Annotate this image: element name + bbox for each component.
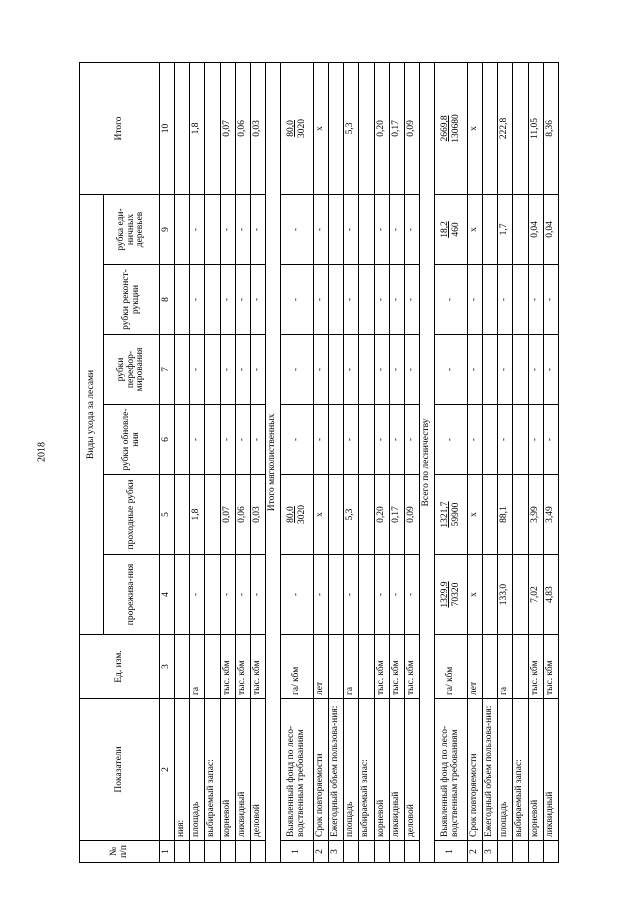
row-num: 2 xyxy=(468,841,483,863)
value-passage: х xyxy=(314,475,329,555)
value-total: 0,17 xyxy=(389,62,404,194)
value-reconstr: - xyxy=(468,265,483,335)
header-total: Итого xyxy=(80,62,160,194)
value-renewal: - xyxy=(344,405,359,475)
value-total xyxy=(205,62,220,194)
value-single-denominator: 460 xyxy=(450,222,461,237)
row-unit: га xyxy=(190,635,205,699)
value-single-fraction xyxy=(440,221,461,238)
value-reconstr: - xyxy=(498,265,513,335)
value-passage xyxy=(435,475,468,555)
row-num xyxy=(374,841,389,863)
value-reconstr: - xyxy=(404,265,419,335)
value-renewal: - xyxy=(389,405,404,475)
value-passage: 0,06 xyxy=(235,475,250,555)
value-reconstr xyxy=(175,265,190,335)
value-passage xyxy=(175,475,190,555)
value-reconstr: - xyxy=(435,265,468,335)
value-thinning: - xyxy=(374,555,389,635)
table-row xyxy=(190,62,205,862)
value-total: х xyxy=(314,62,329,194)
value-reconstr: - xyxy=(389,265,404,335)
row-indicator: корневой xyxy=(374,699,389,841)
value-single xyxy=(175,194,190,264)
row-unit: тыс. кбм xyxy=(389,635,404,699)
row-unit: га xyxy=(344,635,359,699)
value-single: 0,04 xyxy=(543,194,558,264)
value-thinning: - xyxy=(389,555,404,635)
section-title: Итого мягколиственных xyxy=(265,62,280,862)
value-thinning: х xyxy=(468,555,483,635)
forest-care-table xyxy=(79,62,559,863)
row-num xyxy=(543,841,558,863)
row-num: 1 xyxy=(281,841,314,863)
value-renewal xyxy=(205,405,220,475)
value-passage-fraction xyxy=(286,505,307,524)
value-renewal: - xyxy=(435,405,468,475)
table-row xyxy=(468,62,483,862)
table-row xyxy=(329,62,344,862)
row-num xyxy=(513,841,528,863)
value-passage-numerator: 80,0 xyxy=(286,506,297,523)
value-reform: - xyxy=(344,335,359,405)
value-single xyxy=(359,194,374,264)
table-row xyxy=(498,62,513,862)
value-total: 8,36 xyxy=(543,62,558,194)
row-indicator: Срок повторяемости xyxy=(468,699,483,841)
fund-row xyxy=(281,62,314,862)
value-thinning: 133,0 xyxy=(498,555,513,635)
value-single: - xyxy=(250,194,265,264)
value-total: 0,06 xyxy=(235,62,250,194)
value-single: - xyxy=(190,194,205,264)
table-row xyxy=(205,62,220,862)
row-num xyxy=(528,841,543,863)
value-thinning: - xyxy=(220,555,235,635)
row-indicator: площадь xyxy=(344,699,359,841)
row-indicator: деловой xyxy=(404,699,419,841)
value-reform: - xyxy=(190,335,205,405)
section-title-row xyxy=(265,62,280,862)
value-reform: - xyxy=(468,335,483,405)
value-total xyxy=(175,62,190,194)
value-thinning xyxy=(205,555,220,635)
value-single: - xyxy=(235,194,250,264)
row-num xyxy=(498,841,513,863)
value-total-denominator: 130680 xyxy=(450,114,461,143)
row-unit xyxy=(175,635,190,699)
value-thinning xyxy=(175,555,190,635)
column-number: 1 xyxy=(160,841,175,863)
table-row xyxy=(543,62,558,862)
header-indicators: Показатели xyxy=(80,699,160,841)
row-unit: га xyxy=(498,635,513,699)
table-row xyxy=(359,62,374,862)
value-reform xyxy=(483,335,498,405)
header-single: рубка еди-ничных деревьев xyxy=(104,194,160,264)
column-number: 10 xyxy=(160,62,175,194)
row-num: 3 xyxy=(329,841,344,863)
rotated-table-container xyxy=(79,63,559,863)
value-passage: 0,03 xyxy=(250,475,265,555)
value-renewal: - xyxy=(498,405,513,475)
value-single xyxy=(513,194,528,264)
row-indicator: выбираемый запас: xyxy=(359,699,374,841)
header-thinning: прорежива-ния xyxy=(104,555,160,635)
value-single: - xyxy=(281,194,314,264)
row-unit: тыс. кбм xyxy=(220,635,235,699)
table-row xyxy=(513,62,528,862)
value-reform: - xyxy=(235,335,250,405)
row-unit xyxy=(359,635,374,699)
value-reconstr: - xyxy=(314,265,329,335)
value-total xyxy=(281,62,314,194)
value-reconstr: - xyxy=(235,265,250,335)
value-total xyxy=(483,62,498,194)
value-reform: - xyxy=(404,335,419,405)
row-num xyxy=(359,841,374,863)
value-reconstr: - xyxy=(374,265,389,335)
row-num xyxy=(389,841,404,863)
value-passage xyxy=(483,475,498,555)
column-number: 8 xyxy=(160,265,175,335)
value-reform: - xyxy=(281,335,314,405)
value-renewal xyxy=(359,405,374,475)
value-total: 222,8 xyxy=(498,62,513,194)
table-row xyxy=(404,62,419,862)
value-thinning: 7,02 xyxy=(528,555,543,635)
row-indicator: Срок повторяемости xyxy=(314,699,329,841)
value-thinning: - xyxy=(344,555,359,635)
value-reform: - xyxy=(374,335,389,405)
table-row xyxy=(175,62,190,862)
value-total: 11,05 xyxy=(528,62,543,194)
value-total xyxy=(359,62,374,194)
row-num xyxy=(175,841,190,863)
value-reconstr: - xyxy=(190,265,205,335)
value-passage xyxy=(513,475,528,555)
value-renewal: - xyxy=(314,405,329,475)
value-renewal xyxy=(329,405,344,475)
table-row xyxy=(314,62,329,862)
value-passage-numerator: 1321,7 xyxy=(440,501,451,528)
value-passage: х xyxy=(468,475,483,555)
value-passage: 88,1 xyxy=(498,475,513,555)
value-single: - xyxy=(404,194,419,264)
value-passage-fraction xyxy=(440,501,461,527)
value-reconstr: - xyxy=(281,265,314,335)
value-thinning: - xyxy=(281,555,314,635)
row-indicator: Выявленный фонд по лесо-водственным требованиям xyxy=(281,699,314,841)
value-total-numerator: 80,0 xyxy=(286,120,297,137)
header-reconstr: рубки реконст-рукции xyxy=(104,265,160,335)
section-title: Всего по лесничеству xyxy=(419,62,434,862)
value-thinning-denominator: 70320 xyxy=(450,582,461,607)
value-reform: - xyxy=(314,335,329,405)
row-num xyxy=(344,841,359,863)
table-row xyxy=(250,62,265,862)
value-passage xyxy=(329,475,344,555)
fund-row xyxy=(435,62,468,862)
value-thinning xyxy=(329,555,344,635)
column-number: 3 xyxy=(160,635,175,699)
row-indicator: выбираемый запас: xyxy=(513,699,528,841)
value-passage: 0,17 xyxy=(389,475,404,555)
row-num xyxy=(190,841,205,863)
row-unit: тыс. кбм xyxy=(543,635,558,699)
value-renewal xyxy=(483,405,498,475)
value-renewal: - xyxy=(190,405,205,475)
value-renewal xyxy=(513,405,528,475)
header-reform: рубки перефор-мирования xyxy=(104,335,160,405)
value-reform: - xyxy=(389,335,404,405)
value-total: 0,07 xyxy=(220,62,235,194)
value-passage-denominator: 59900 xyxy=(450,502,461,527)
value-total: х xyxy=(468,62,483,194)
value-reform: - xyxy=(220,335,235,405)
row-unit xyxy=(483,635,498,699)
value-single: - xyxy=(389,194,404,264)
value-thinning-numerator: 1329,9 xyxy=(440,581,451,608)
row-indicator: корневой xyxy=(528,699,543,841)
row-unit: га/ кбм xyxy=(281,635,314,699)
value-thinning: 4,83 xyxy=(543,555,558,635)
value-renewal: - xyxy=(235,405,250,475)
value-thinning xyxy=(435,555,468,635)
value-reconstr xyxy=(359,265,374,335)
row-indicator: ликвидный xyxy=(389,699,404,841)
value-thinning: - xyxy=(404,555,419,635)
value-reconstr xyxy=(329,265,344,335)
table-row xyxy=(235,62,250,862)
value-passage xyxy=(205,475,220,555)
value-total-denominator: 3020 xyxy=(296,118,307,138)
row-indicator: Ежегодный объем пользова-ния: xyxy=(329,699,344,841)
value-total: 0,20 xyxy=(374,62,389,194)
value-reform: - xyxy=(498,335,513,405)
row-num xyxy=(404,841,419,863)
row-unit: тыс. кбм xyxy=(404,635,419,699)
table-row xyxy=(483,62,498,862)
value-reform xyxy=(329,335,344,405)
row-indicator: ликвидный xyxy=(235,699,250,841)
row-indicator: площадь xyxy=(498,699,513,841)
value-reconstr: - xyxy=(250,265,265,335)
row-unit xyxy=(329,635,344,699)
value-single xyxy=(483,194,498,264)
value-reconstr xyxy=(483,265,498,335)
value-thinning: - xyxy=(250,555,265,635)
row-num: 1 xyxy=(435,841,468,863)
row-num xyxy=(250,841,265,863)
value-single: 0,04 xyxy=(528,194,543,264)
value-renewal: - xyxy=(528,405,543,475)
column-number: 5 xyxy=(160,475,175,555)
value-reform: - xyxy=(528,335,543,405)
value-thinning xyxy=(513,555,528,635)
value-reconstr xyxy=(513,265,528,335)
value-single xyxy=(205,194,220,264)
value-total-fraction xyxy=(440,114,461,143)
value-passage: 1,8 xyxy=(190,475,205,555)
value-total xyxy=(329,62,344,194)
value-reform: - xyxy=(435,335,468,405)
value-thinning: - xyxy=(314,555,329,635)
section-title-row xyxy=(419,62,434,862)
value-reconstr: - xyxy=(543,265,558,335)
value-reform: - xyxy=(543,335,558,405)
value-renewal: - xyxy=(220,405,235,475)
row-num: 2 xyxy=(314,841,329,863)
table-row xyxy=(374,62,389,862)
row-unit: лет xyxy=(468,635,483,699)
value-total-fraction xyxy=(286,119,307,138)
value-reconstr: - xyxy=(220,265,235,335)
column-number: 6 xyxy=(160,405,175,475)
header-renewal: рубки обновле-ния xyxy=(104,405,160,475)
row-unit xyxy=(513,635,528,699)
value-thinning: - xyxy=(190,555,205,635)
value-renewal: - xyxy=(281,405,314,475)
column-number: 9 xyxy=(160,194,175,264)
value-passage: 0,09 xyxy=(404,475,419,555)
header-care-group: Виды ухода за лесами xyxy=(80,194,104,634)
value-passage xyxy=(281,475,314,555)
row-unit: тыс. кбм xyxy=(528,635,543,699)
value-renewal: - xyxy=(374,405,389,475)
column-numbers-row xyxy=(160,62,175,862)
row-num xyxy=(235,841,250,863)
value-thinning xyxy=(359,555,374,635)
value-thinning xyxy=(483,555,498,635)
value-passage: 5,3 xyxy=(344,475,359,555)
header-passage: проходные рубки xyxy=(104,475,160,555)
value-thinning-fraction xyxy=(440,581,461,607)
value-single: - xyxy=(344,194,359,264)
value-total xyxy=(435,62,468,194)
table-row xyxy=(389,62,404,862)
row-unit: тыс. кбм xyxy=(250,635,265,699)
header-unit: Ед. изм. xyxy=(80,635,160,699)
table-row xyxy=(220,62,235,862)
value-reform xyxy=(513,335,528,405)
row-indicator: Выявленный фонд по лесо-водственным требованиям xyxy=(435,699,468,841)
row-unit: га/ кбм xyxy=(435,635,468,699)
value-single-numerator: 18,2 xyxy=(440,221,451,238)
value-passage-denominator: 3020 xyxy=(296,505,307,524)
value-single: - xyxy=(374,194,389,264)
value-passage xyxy=(359,475,374,555)
row-num: 3 xyxy=(483,841,498,863)
value-single: 1,7 xyxy=(498,194,513,264)
row-unit: лет xyxy=(314,635,329,699)
value-reform: - xyxy=(250,335,265,405)
table-row xyxy=(344,62,359,862)
value-single xyxy=(435,194,468,264)
value-passage: 0,07 xyxy=(220,475,235,555)
value-reform xyxy=(205,335,220,405)
row-num xyxy=(220,841,235,863)
value-reform xyxy=(359,335,374,405)
value-renewal: - xyxy=(543,405,558,475)
row-unit xyxy=(205,635,220,699)
value-reconstr: - xyxy=(344,265,359,335)
value-renewal: - xyxy=(404,405,419,475)
row-unit: тыс. кбм xyxy=(374,635,389,699)
value-total xyxy=(513,62,528,194)
page-number: 2018 xyxy=(36,442,48,462)
row-num xyxy=(205,841,220,863)
value-total: 1,8 xyxy=(190,62,205,194)
row-indicator: площадь xyxy=(190,699,205,841)
table-body xyxy=(160,62,559,862)
value-renewal: - xyxy=(250,405,265,475)
value-single: - xyxy=(314,194,329,264)
header-num: № п/п xyxy=(80,841,160,863)
value-renewal: - xyxy=(468,405,483,475)
row-indicator: корневой xyxy=(220,699,235,841)
row-indicator: ния: xyxy=(175,699,190,841)
value-total: 0,09 xyxy=(404,62,419,194)
column-number: 4 xyxy=(160,555,175,635)
column-number: 7 xyxy=(160,335,175,405)
value-reconstr xyxy=(205,265,220,335)
value-total: 0,03 xyxy=(250,62,265,194)
value-renewal xyxy=(175,405,190,475)
column-number: 2 xyxy=(160,699,175,841)
value-passage: 3,99 xyxy=(528,475,543,555)
value-passage: 3,49 xyxy=(543,475,558,555)
value-single: - xyxy=(220,194,235,264)
value-thinning: - xyxy=(235,555,250,635)
row-unit: тыс. кбм xyxy=(235,635,250,699)
value-single: х xyxy=(468,194,483,264)
value-single xyxy=(329,194,344,264)
value-total-numerator: 2669,8 xyxy=(440,115,451,142)
value-reform xyxy=(175,335,190,405)
value-passage: 0,20 xyxy=(374,475,389,555)
row-indicator: выбираемый запас: xyxy=(205,699,220,841)
value-total: 5,3 xyxy=(344,62,359,194)
value-reconstr: - xyxy=(528,265,543,335)
row-indicator: Ежегодный объем пользова-ния: xyxy=(483,699,498,841)
row-indicator: ликвидный xyxy=(543,699,558,841)
table-row xyxy=(528,62,543,862)
row-indicator: деловой xyxy=(250,699,265,841)
